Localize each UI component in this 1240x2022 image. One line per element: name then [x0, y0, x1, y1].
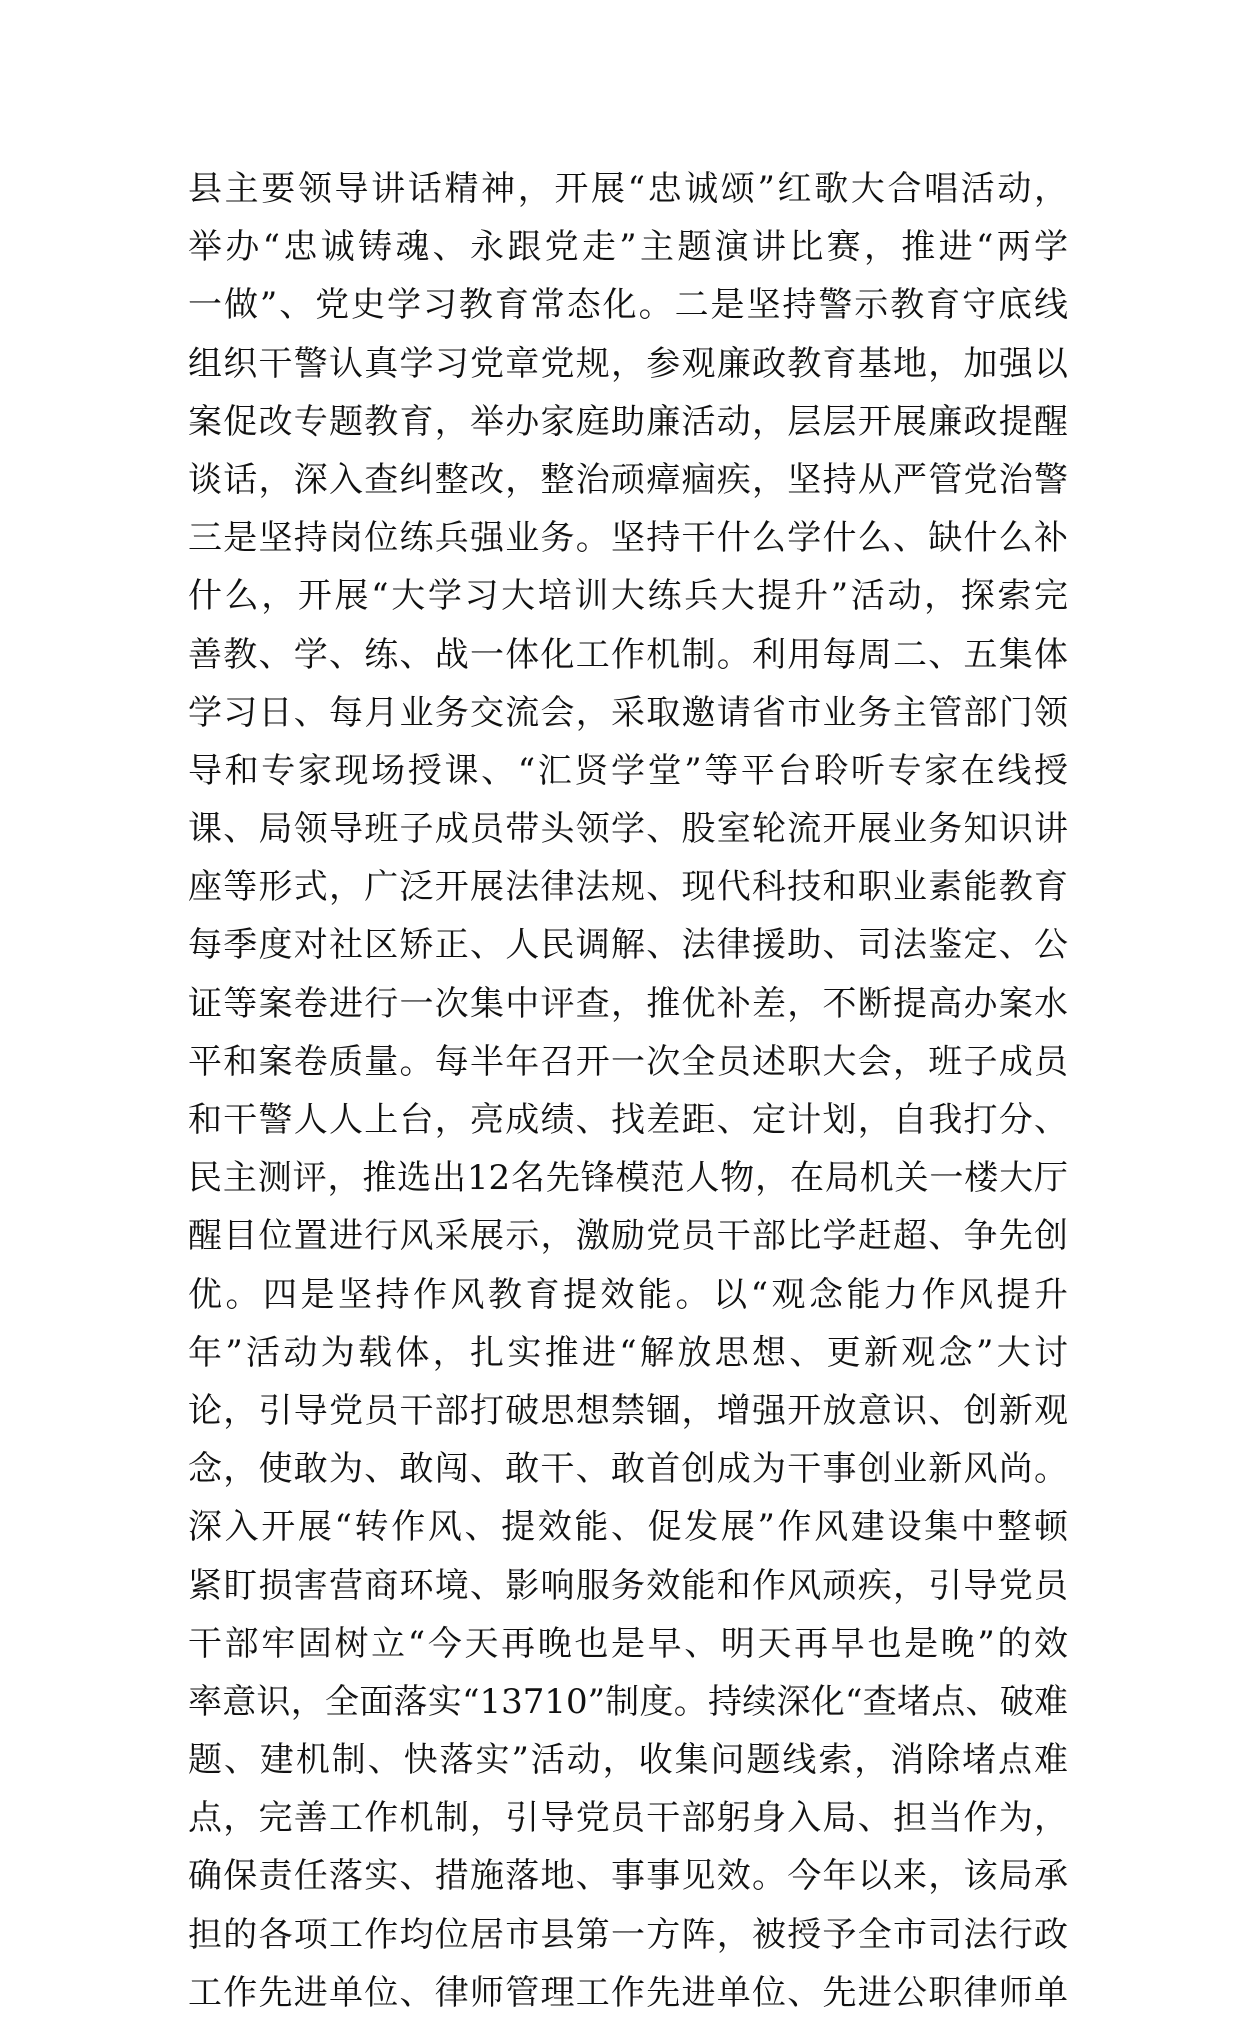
- text-line: 案促改专题教育，举办家庭助廉活动，层层开展廉政提醒: [188, 401, 1068, 442]
- text-line: 醒目位置进行风采展示，激励党员干部比学赶超、争先创: [188, 1216, 1068, 1257]
- text-line: 和干警人人上台，亮成绩、找差距、定计划，自我打分、: [188, 1100, 1068, 1140]
- text-line: 一做”、党史学习教育常态化。二是坚持警示教育守底线: [188, 285, 1068, 326]
- text-line: 什么，开展“大学习大培训大练兵大提升”活动，探索完: [188, 576, 1068, 617]
- text-line: 确保责任落实、措施落地、事事见效。今年以来，该局承: [188, 1856, 1068, 1897]
- text-line: 点，完善工作机制，引导党员干部躬身入局、担当作为，: [188, 1798, 1068, 1839]
- text-line: 课、局领导班子成员带头领学、股室轮流开展业务知识讲: [188, 809, 1068, 850]
- text-line: 工作先进单位、律师管理工作先进单位、先进公职律师单: [188, 1972, 1068, 2013]
- text-line: 干部牢固树立“今天再晚也是早、明天再早也是晚”的效: [188, 1623, 1068, 1664]
- text-line: 优。四是坚持作风教育提效能。以“观念能力作风提升: [188, 1274, 1068, 1315]
- text-line: 年”活动为载体，扎实推进“解放思想、更新观念”大讨: [188, 1332, 1068, 1373]
- text-line: 证等案卷进行一次集中评查，推优补差，不断提高办案水: [188, 983, 1068, 1024]
- text-line: 善教、学、练、战一体化工作机制。利用每周二、五集体: [188, 634, 1068, 675]
- text-line: 民主测评，推选出12名先锋模范人物，在局机关一楼大厅: [188, 1158, 1068, 1199]
- text-line: 三是坚持岗位练兵强业务。坚持干什么学什么、缺什么补: [188, 518, 1068, 559]
- text-line: 担的各项工作均位居市县第一方阵，被授予全市司法行政: [188, 1914, 1068, 1955]
- text-line: 谈话，深入查纠整改，整治顽瘴痼疾，坚持从严管党治警: [188, 459, 1068, 500]
- text-line: 组织干警认真学习党章党规，参观廉政教育基地，加强以: [188, 343, 1068, 384]
- text-line: 举办“忠诚铸魂、永跟党走”主题演讲比赛，推进“两学: [188, 227, 1068, 268]
- text-line: 导和专家现场授课、“汇贤学堂”等平台聆听专家在线授: [188, 750, 1068, 791]
- text-line: 念，使敢为、敢闯、敢干、敢首创成为干事创业新风尚。: [188, 1449, 1068, 1490]
- text-line: 率意识，全面落实“13710”制度。持续深化“查堵点、破难: [188, 1681, 1068, 1722]
- text-line: 县主要领导讲话精神，开展“忠诚颂”红歌大合唱活动，: [188, 169, 1068, 209]
- text-line: 座等形式，广泛开展法律法规、现代科技和职业素能教育: [188, 867, 1068, 908]
- text-line: 深入开展“转作风、提效能、促发展”作风建设集中整顿: [188, 1507, 1068, 1548]
- text-line: 论，引导党员干部打破思想禁锢，增强开放意识、创新观: [188, 1390, 1068, 1431]
- text-line: 平和案卷质量。每半年召开一次全员述职大会，班子成员: [188, 1041, 1068, 1082]
- text-line: 每季度对社区矫正、人民调解、法律援助、司法鉴定、公: [188, 925, 1068, 966]
- text-line: 紧盯损害营商环境、影响服务效能和作风顽疾，引导党员: [188, 1565, 1068, 1606]
- text-line: 学习日、每月业务交流会，采取邀请省市业务主管部门领: [188, 692, 1068, 733]
- body-text: [188, 160, 1068, 2022]
- text-line: 题、建机制、快落实”活动，收集问题线索，消除堵点难: [188, 1740, 1068, 1781]
